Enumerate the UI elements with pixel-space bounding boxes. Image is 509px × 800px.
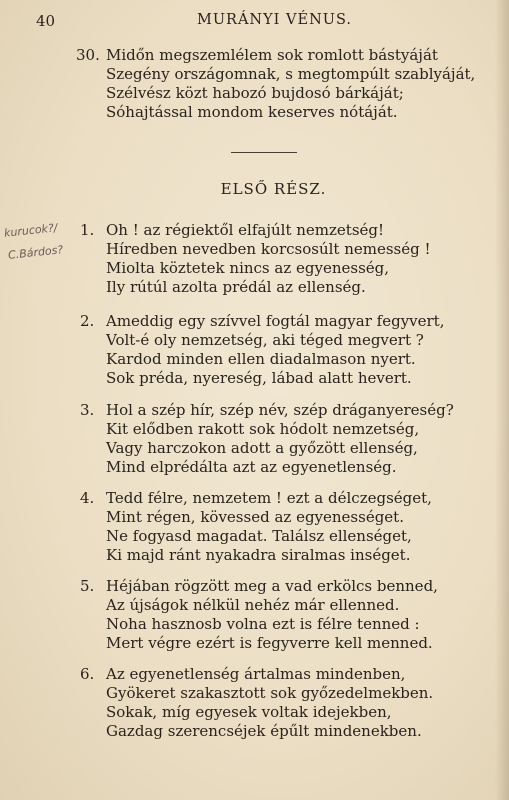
- section-divider: [231, 152, 297, 153]
- running-title: MURÁNYI VÉNUS.: [196, 12, 353, 28]
- page-number: 40: [36, 12, 56, 30]
- verse-line: Ily rútúl azolta prédál az ellenség.: [106, 278, 366, 296]
- verse-line: Sóhajtással mondom keserves nótáját.: [106, 103, 398, 121]
- margin-note: kurucok?/: [3, 221, 59, 240]
- stanza-number: 30.: [76, 46, 100, 64]
- verse-line: Kardod minden ellen diadalmason nyert.: [106, 350, 416, 368]
- page-gutter-shadow: [495, 0, 509, 800]
- stanza-number: 2.: [80, 312, 95, 330]
- margin-note: C.Bárdos?: [7, 243, 64, 262]
- verse-line: Mind elprédálta azt az egyenetlenség.: [106, 458, 397, 476]
- verse-line: Szélvész közt habozó bujdosó bárkáját;: [106, 84, 404, 102]
- verse-line: Miolta köztetek nincs az egyenesség,: [106, 259, 390, 277]
- verse-line: Ameddig egy szívvel fogtál magyar fegyvert,: [106, 312, 445, 330]
- verse-line: Hol a szép hír, szép név, szép dráganyereség?: [106, 401, 454, 419]
- section-title: ELSŐ RÉSZ.: [220, 180, 327, 198]
- verse-line: Midőn megszemlélem sok romlott bástyáját: [106, 46, 438, 64]
- verse-line: Szegény országomnak, s megtompúlt szablyáját,: [106, 65, 476, 83]
- verse-line: Mint régen, kövessed az egyenességet.: [106, 508, 404, 526]
- verse-line: Az újságok nélkül nehéz már ellenned.: [106, 596, 400, 614]
- stanza-number: 1.: [80, 221, 95, 239]
- verse-line: Sok préda, nyereség, lábad alatt hevert.: [106, 369, 412, 387]
- verse-line: Noha hasznosb volna ezt is félre tenned :: [106, 615, 420, 633]
- stanza-number: 4.: [80, 489, 95, 507]
- verse-line: Gyökeret szakasztott sok győzedelmekben.: [106, 684, 434, 702]
- verse-line: Gazdag szerencséjek épűlt mindenekben.: [106, 722, 422, 740]
- stanza-number: 6.: [80, 665, 95, 683]
- verse-line: Oh ! az régiektől elfajúlt nemzetség!: [106, 221, 385, 239]
- stanza-number: 5.: [80, 577, 95, 595]
- verse-line: Híredben nevedben korcsosúlt nemesség !: [106, 240, 431, 258]
- verse-line: Héjában rögzött meg a vad erkölcs benned,: [106, 577, 438, 595]
- verse-line: Az egyenetlenség ártalmas mindenben,: [106, 665, 406, 683]
- verse-line: Kit elődben rakott sok hódolt nemzetség,: [106, 420, 420, 438]
- verse-line: Volt-é oly nemzetség, aki téged megvert ?: [106, 331, 424, 349]
- verse-line: Vagy harczokon adott a győzött ellenség,: [106, 439, 418, 457]
- verse-line: Sokak, míg egyesek voltak idejekben,: [106, 703, 392, 721]
- verse-line: Ne fogyasd magadat. Találsz ellenséget,: [106, 527, 412, 545]
- verse-line: Mert végre ezért is fegyverre kell menned.: [106, 634, 433, 652]
- verse-line: Ki majd ránt nyakadra siralmas inséget.: [106, 546, 411, 564]
- verse-line: Tedd félre, nemzetem ! ezt a délczegséget,: [106, 489, 432, 507]
- stanza-number: 3.: [80, 401, 95, 419]
